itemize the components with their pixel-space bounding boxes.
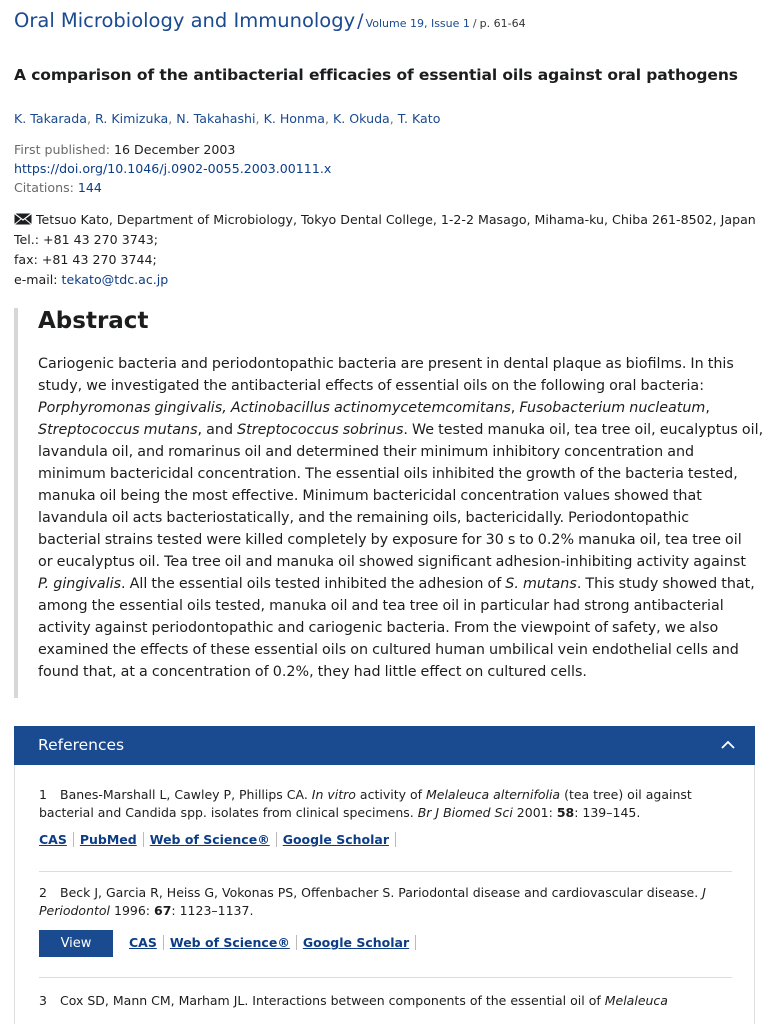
reference-divider (39, 977, 732, 978)
citations-count-link[interactable]: 144 (77, 180, 102, 195)
text-run: Beck J, Garcia R, Heiss G, Vokonas PS, Offenbacher S. Pariodontal disease and cardiovascular disease. (60, 885, 703, 900)
citations-row (14, 180, 102, 195)
volume-issue-link[interactable]: Volume 19, Issue 1 (365, 17, 470, 30)
reference-links (39, 832, 396, 847)
text-run: . We tested manuka oil, tea tree oil, eucalyptus oil, (403, 422, 764, 438)
text-run: bacterial strains tested were killed completely by exposure for 30 s to 0.2% manuka oil, tea tree oil (38, 532, 742, 548)
abstract-line (38, 463, 758, 485)
reference-text (39, 805, 640, 820)
abstract-line (38, 573, 758, 595)
bold-text: 67 (154, 903, 172, 918)
reference-item (39, 786, 732, 822)
text-run: activity of (355, 787, 426, 802)
text-run: Cariogenic bacteria and periodontopathic bacteria are present in dental plaque as biofilms. In this (38, 356, 734, 372)
text-run: activity against periodontopathic and cariogenic bacteria. From the viewpoint of safety, we also (38, 620, 719, 636)
text-run: lavandula oil acts bacteriostatically, and the remaining oils, bactericidally. Periodontopathic (38, 510, 690, 526)
author-separator: , (389, 111, 398, 126)
first-published-date: 16 December 2003 (114, 142, 236, 157)
reference-text (39, 903, 253, 918)
cas-link[interactable]: CAS (39, 832, 74, 847)
google-scholar-link[interactable]: Google Scholar (283, 832, 396, 847)
author-separator: , (168, 111, 177, 126)
references-accordion-header[interactable] (14, 726, 755, 765)
contact-fax: fax: +81 43 270 3744; (14, 252, 157, 267)
correspondence-address (14, 212, 756, 227)
reference-links (129, 935, 416, 950)
reference-line (39, 884, 732, 902)
reference-line (39, 992, 732, 1010)
italic-text: In vitro (311, 787, 356, 802)
text-run: minimum bactericidal concentration. The essential oils inhibited the growth of the bacteria tested, (38, 466, 738, 482)
email-label: e-mail: (14, 272, 58, 287)
abstract-line (38, 551, 758, 573)
text-run: study, we investigated the antibacterial effects of essential oils on the following oral bacteria: (38, 378, 705, 394)
abstract-line (38, 595, 758, 617)
page-range: p. 61-64 (479, 17, 526, 30)
envelope-icon (14, 213, 32, 225)
abstract-line (38, 617, 758, 639)
abstract-line (38, 639, 758, 661)
author-separator: , (87, 111, 96, 126)
text-run: . This study showed that, (576, 576, 755, 592)
cas-link[interactable]: CAS (129, 935, 164, 950)
abstract-line (38, 375, 758, 397)
abstract-line (38, 507, 758, 529)
abstract-section (14, 308, 764, 698)
contact-tel: Tel.: +81 43 270 3743; (14, 232, 158, 247)
italic-text: P. gingivalis (38, 576, 122, 592)
author-link[interactable]: T. Kato (397, 111, 441, 126)
reference-text (60, 787, 692, 802)
text-run: or eucalyptus oil. Tea tree oil and manuka oil showed significant adhesion-inhibiting activity against (38, 554, 746, 570)
author-link[interactable]: K. Honma (263, 111, 325, 126)
contact-email-row (14, 272, 168, 287)
reference-number: 3 (39, 993, 47, 1008)
italic-text: Porphyromonas gingivalis, Actinobacillus actinomycetemcomitans (38, 400, 511, 416)
text-run: Cox SD, Mann CM, Marham JL. Interactions between components of the essential oil of (60, 993, 605, 1008)
italic-text: Br J Biomed Sci (417, 805, 513, 820)
author-list (14, 111, 440, 126)
journal-title-link[interactable]: Oral Microbiology and Immunology (14, 9, 356, 32)
text-run: (tea tree) oil against (560, 787, 692, 802)
issue-separator: / (472, 17, 477, 30)
author-link[interactable]: K. Okuda (333, 111, 390, 126)
doi-link[interactable]: https://doi.org/10.1046/j.0902-0055.2003.00111.x (14, 161, 332, 176)
text-run: among the essential oils tested, manuka oil and tea tree oil in particular had strong antibacterial (38, 598, 724, 614)
author-separator: , (255, 111, 264, 126)
reference-line (39, 786, 732, 804)
abstract-line (38, 661, 758, 683)
text-run: . All the essential oils tested inhibited the adhesion of (121, 576, 506, 592)
reference-text (60, 885, 706, 900)
references-list (14, 765, 755, 1024)
abstract-line (38, 485, 758, 507)
italic-text: J (702, 885, 706, 900)
italic-text: Streptococcus sobrinus (237, 422, 404, 438)
text-run: 2001: (512, 805, 557, 820)
journal-header (14, 9, 526, 32)
journal-separator: / (357, 10, 364, 32)
author-separator: , (324, 111, 333, 126)
text-run: 1996: (110, 903, 154, 918)
bold-text: 58 (556, 805, 575, 820)
view-button[interactable]: View (39, 930, 113, 957)
abstract-heading: Abstract (38, 308, 149, 334)
first-published (14, 142, 235, 157)
author-link[interactable]: N. Takahashi (176, 111, 256, 126)
reference-line (39, 902, 732, 920)
abstract-line (38, 441, 758, 463)
reference-number: 2 (39, 885, 47, 900)
text-run: : 1123–1137. (171, 903, 254, 918)
citations-label: Citations: (14, 180, 74, 195)
reference-divider (39, 871, 732, 872)
abstract-body (38, 353, 764, 683)
text-run: , (510, 400, 520, 416)
abstract-line (38, 419, 764, 441)
text-run: , (705, 400, 710, 416)
text-run: bacterial and Candida spp. isolates from clinical specimens. (39, 805, 418, 820)
chevron-up-icon[interactable] (719, 736, 737, 754)
web-of-science-link[interactable]: Web of Science® (150, 832, 277, 847)
article-title: A comparison of the antibacterial efficacies of essential oils against oral pathogens (14, 66, 738, 84)
italic-text: Streptococcus mutans (38, 422, 198, 438)
doi-row (14, 161, 331, 176)
author-link[interactable]: R. Kimizuka (95, 111, 169, 126)
text-run: : 139–145. (574, 805, 641, 820)
google-scholar-link[interactable]: Google Scholar (303, 935, 416, 950)
email-link[interactable]: tekato@tdc.ac.jp (61, 272, 169, 287)
reference-item (39, 884, 732, 920)
abstract-line (38, 353, 758, 375)
abstract-line (38, 529, 758, 551)
text-run: manuka oil being the most effective. Minimum bactericidal concentration values showed that (38, 488, 702, 504)
first-published-label: First published: (14, 142, 111, 157)
reference-text (60, 993, 668, 1008)
italic-text: Fusobacterium nucleatum (519, 400, 706, 416)
text-run: lavandula oil, and romarinus oil and determined their minimum inhibitory concentration and (38, 444, 695, 460)
italic-text: Melaleuca alternifolia (425, 787, 561, 802)
text-run: found that, at a concentration of 0.2%, they had little effect on cultured cells. (38, 664, 587, 680)
text-run: examined the effects of these essential oils on cultured human umbilical vein endothelial cells and (38, 642, 739, 658)
text-run: Banes-Marshall L, Cawley P, Phillips CA. (60, 787, 312, 802)
italic-text: Periodontol (39, 903, 111, 918)
author-link[interactable]: K. Takarada (14, 111, 87, 126)
pubmed-link[interactable]: PubMed (80, 832, 144, 847)
abstract-line (38, 397, 758, 419)
italic-text: Melaleuca (604, 993, 668, 1008)
italic-text: S. mutans (505, 576, 577, 592)
reference-line (39, 804, 732, 822)
correspondence-text: Tetsuo Kato, Department of Microbiology, Tokyo Dental College, 1-2-2 Masago, Mihama-ku, Chiba 261-8502, Japan (36, 212, 756, 227)
web-of-science-link[interactable]: Web of Science® (170, 935, 297, 950)
reference-number: 1 (39, 787, 47, 802)
reference-item (39, 992, 732, 1010)
text-run: , and (197, 422, 238, 438)
references-heading: References (38, 736, 125, 754)
